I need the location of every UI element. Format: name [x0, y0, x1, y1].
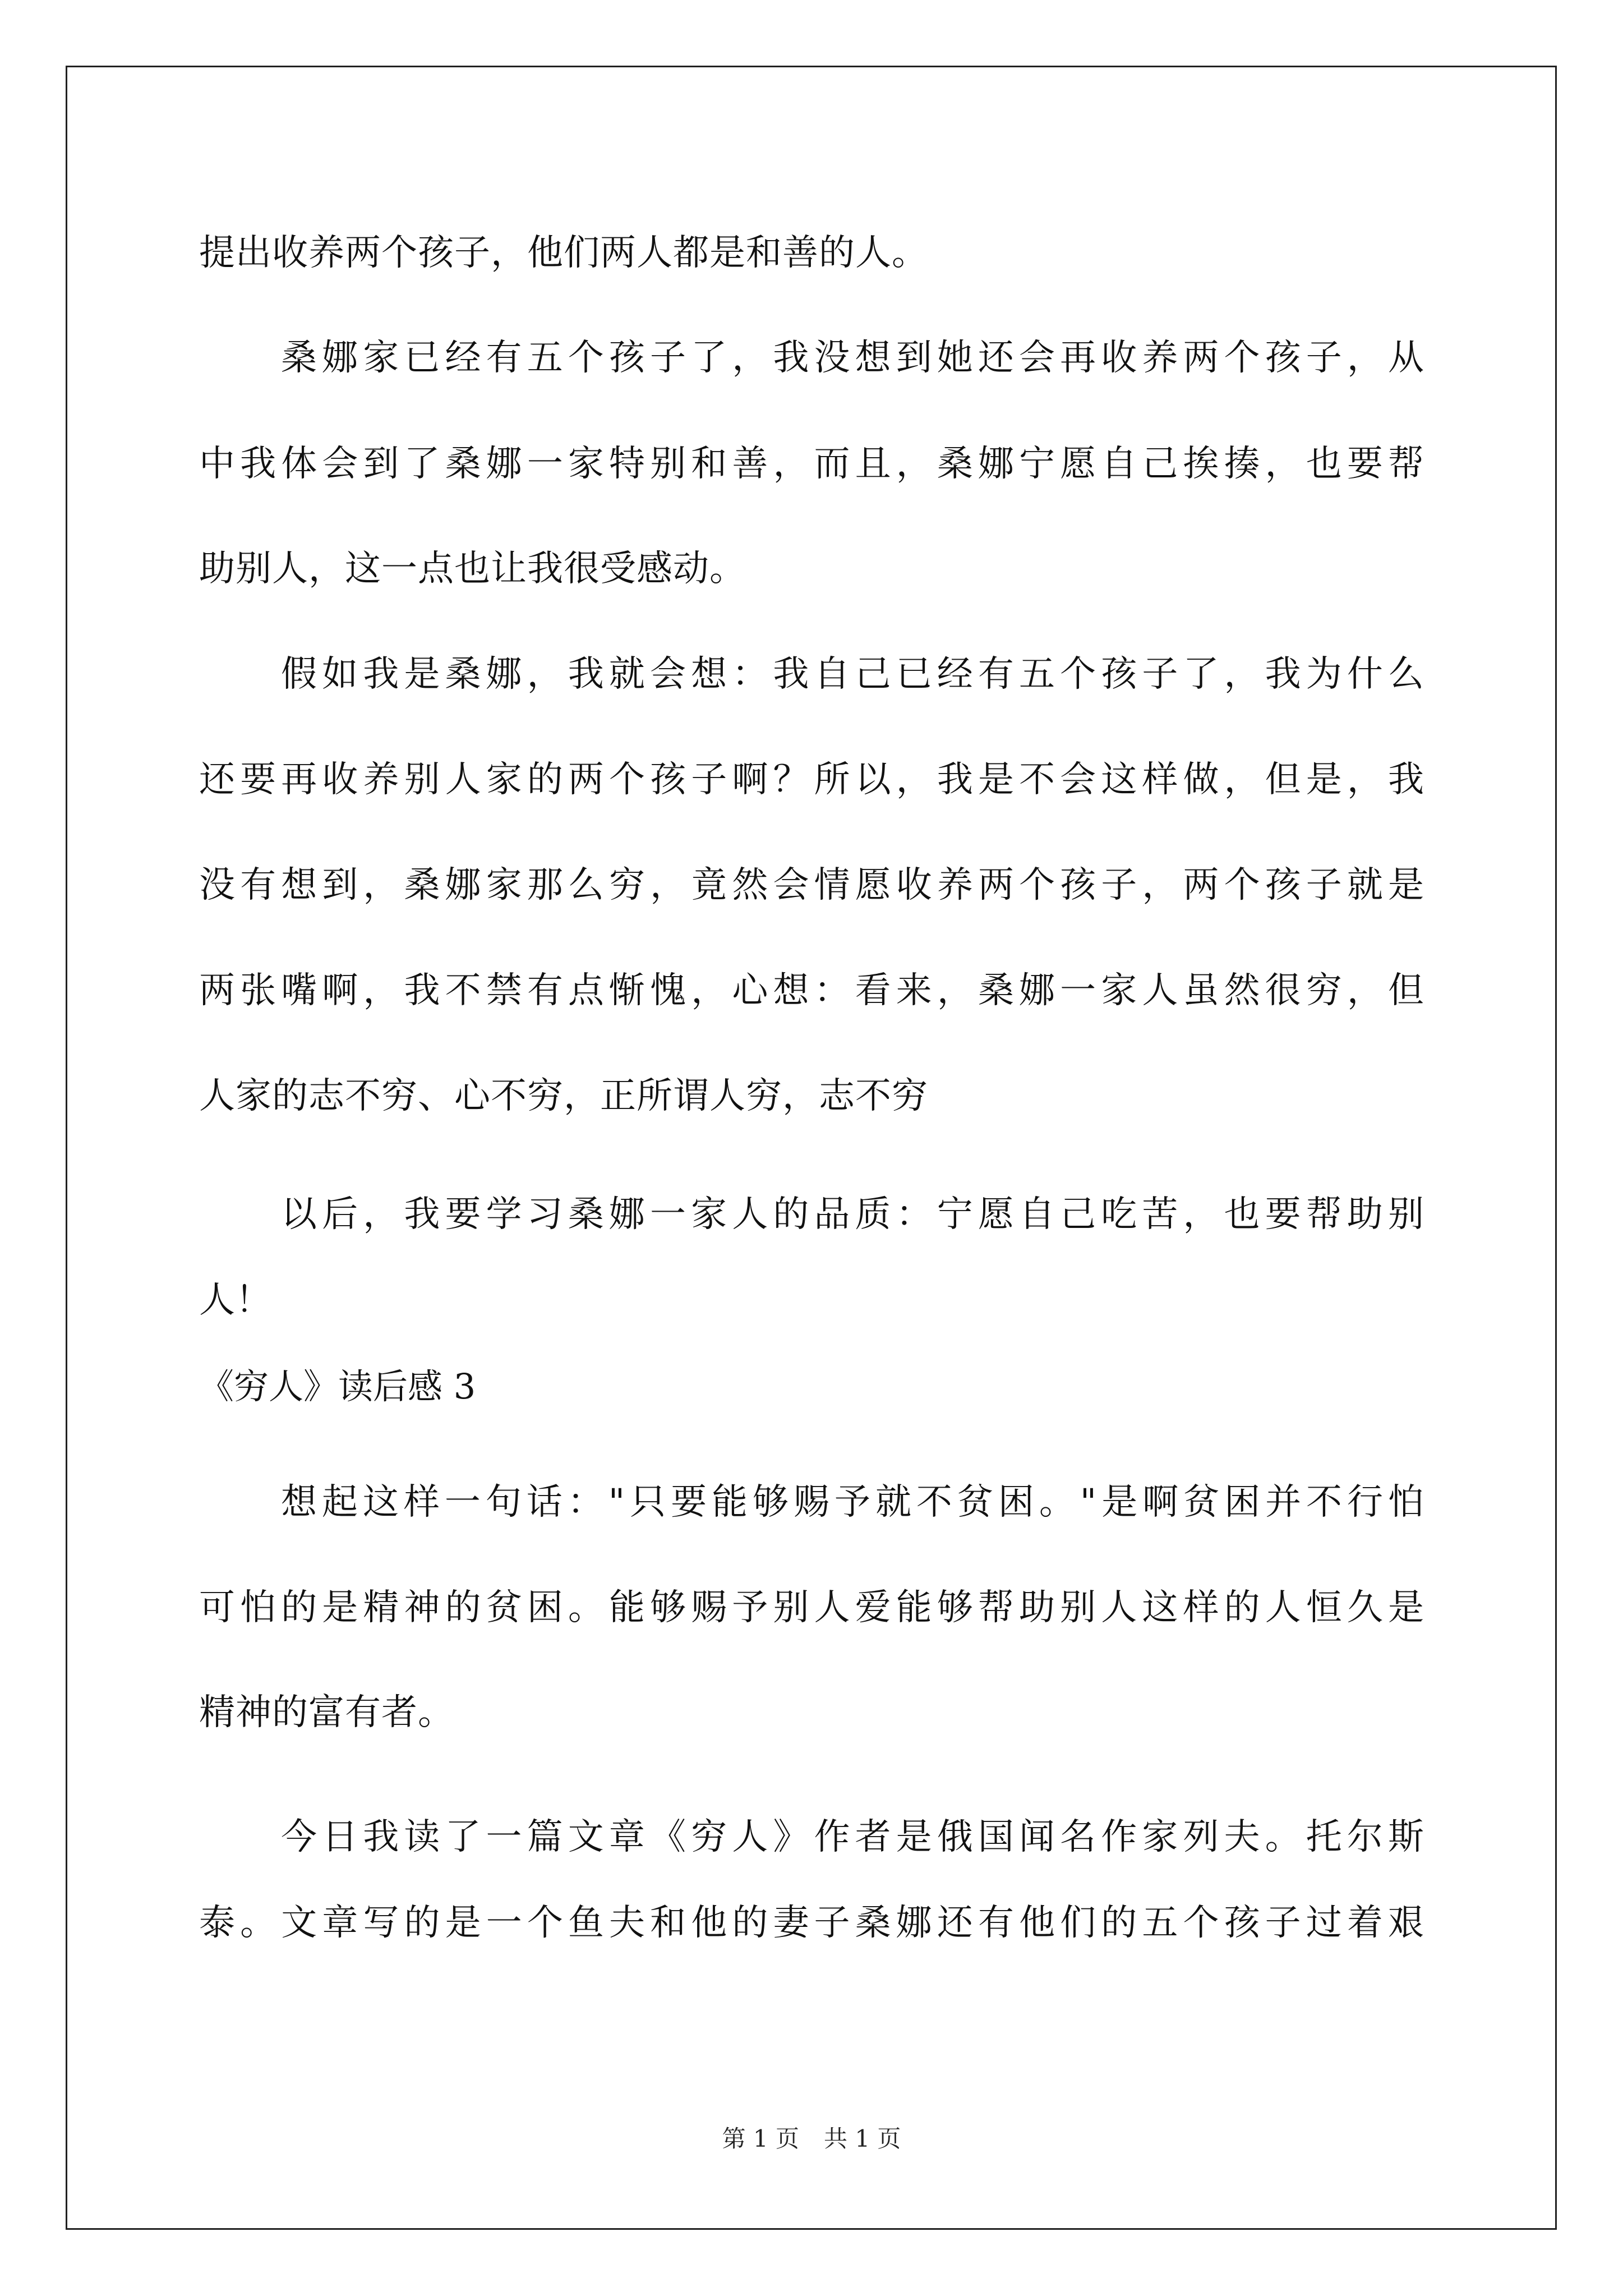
- section-heading: 《穷人》读后感 3: [199, 1366, 476, 1407]
- text-line-15: 今日我读了一篇文章《穷人》作者是俄国闻名作家列夫。托尔斯: [281, 1816, 1424, 1858]
- text-line-3: 中我体会到了桑娜一家特别和善，而且，桑娜宁愿自己挨揍，也要帮: [199, 443, 1424, 485]
- text-line-12: 想起这样一句话："只要能够赐予就不贫困。"是啊贫困并不行怕: [281, 1481, 1424, 1523]
- text-line-10: 以后，我要学习桑娜一家人的品质：宁愿自己吃苦，也要帮助别: [281, 1194, 1424, 1235]
- text-line-14: 精神的富有者。: [199, 1692, 454, 1733]
- text-line-16: 泰。文章写的是一个鱼夫和他的妻子桑娜还有他们的五个孩子过着艰: [199, 1902, 1424, 1944]
- page-number-current: 第 1 页: [722, 2125, 799, 2152]
- page-footer: [0, 2125, 1623, 2153]
- text-line-4: 助别人，这一点也让我很受感动。: [199, 548, 746, 590]
- text-line-13: 可怕的是精神的贫困。能够赐予别人爱能够帮助别人这样的人恒久是: [199, 1587, 1424, 1628]
- text-line-9: 人家的志不穷、心不穷，正所谓人穷，志不穷: [199, 1075, 928, 1117]
- text-line-6: 还要再收养别人家的两个孩子啊？所以，我是不会这样做，但是，我: [199, 759, 1424, 800]
- text-line-7: 没有想到，桑娜家那么穷，竟然会情愿收养两个孩子，两个孩子就是: [199, 864, 1424, 906]
- text-line-2: 桑娜家已经有五个孩子了，我没想到她还会再收养两个孩子，从: [281, 337, 1424, 379]
- text-line-1: 提出收养两个孩子，他们两人都是和善的人。: [199, 232, 928, 274]
- page-number-total: 共 1 页: [824, 2125, 901, 2152]
- text-line-5: 假如我是桑娜，我就会想：我自己已经有五个孩子了，我为什么: [281, 654, 1424, 695]
- text-line-11: 人！: [199, 1280, 272, 1321]
- text-line-8: 两张嘴啊，我不禁有点惭愧，心想：看来，桑娜一家人虽然很穷，但: [199, 970, 1424, 1011]
